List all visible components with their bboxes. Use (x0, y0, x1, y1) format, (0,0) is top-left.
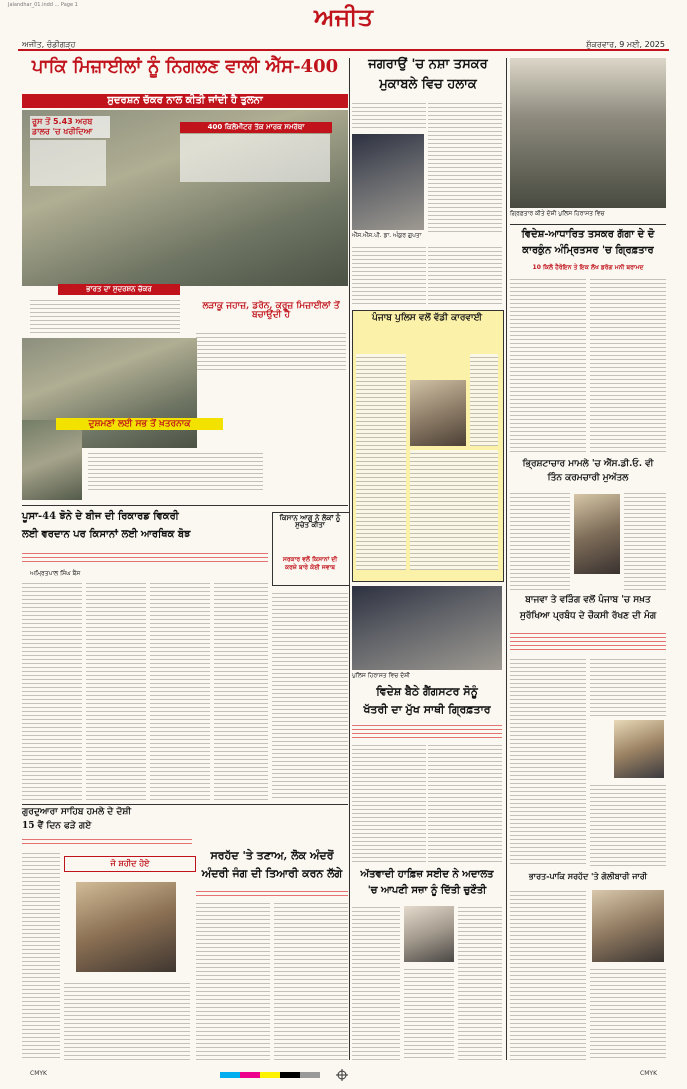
border-headline-2: ਅੰਦਰੀ ਜੰਗ ਦੀ ਤਿਆਰੀ ਕਰਨ ਲੱਗੇ (201, 867, 343, 880)
smuggler-text-1 (352, 100, 426, 130)
byline: ਅਮ੍ਰਿਤਪਾਲ ਸਿੰਘ ਬੈਂਸ (30, 570, 81, 577)
hafiz-text-3 (404, 966, 454, 1060)
seed-text-2 (86, 580, 146, 800)
arrest-subhead: 10 ਕਿਲੋ ਹੈਰੋਇਨ ਤੇ ਇਕ ਲੱਖ ਡਰੱਗ ਮਨੀ ਬਰਾਮਦ (532, 264, 644, 271)
woman-portrait-photo (410, 380, 466, 446)
gangster-text-1 (352, 742, 426, 862)
lead-headline: ਪਾਕਿ ਮਿਜ਼ਾਈਲਾਂ ਨੂੰ ਨਿਗਲਣ ਵਾਲੀ ਐੱਸ-400 (31, 56, 339, 77)
gurdwara-text-2 (64, 980, 190, 1060)
seed-text-1 (22, 580, 82, 800)
lead-subhead: ਸੁਦਰਸ਼ਨ ਚੱਕਰ ਨਾਲ ਕੀਤੀ ਜਾਂਦੀ ਹੈ ਤੁਲਨਾ (22, 94, 348, 108)
arrest-text-1 (510, 276, 586, 454)
border-text-1 (196, 900, 270, 1060)
seed-headline-2: ਲਈ ਵਰਦਾਨ ਪਰ ਕਿਸਾਨਾਂ ਲਈ ਆਰਥਿਕ ਬੋਝ (22, 529, 191, 540)
middle-box-text-3 (470, 354, 498, 446)
bajwa-text-3 (590, 782, 666, 866)
edition-label: ਅਜੀਤ, ਚੰਡੀਗੜ੍ਹ (22, 40, 76, 49)
officer-headline-1: ਭ੍ਰਿਸ਼ਟਾਚਾਰ ਮਾਮਲੇ 'ਚ ਐੱਸ.ਡੀ.ਓ. ਵੀ (522, 459, 654, 469)
lead-kicker-right: 400 ਕਿਲੋਮੀਟਰ ਤੱਕ ਮਾਰਕ ਸਮਰੱਥਾ (180, 122, 332, 133)
lead-column-2 (196, 330, 346, 370)
hafiz-text-1 (352, 904, 400, 1060)
gangster-text-2 (428, 742, 502, 862)
smuggler-text-3 (352, 244, 426, 304)
seed-subhead-lines (22, 550, 268, 564)
bajwa-text-1 (510, 656, 586, 866)
officer-text-1 (510, 490, 570, 590)
smuggler-text-2 (428, 100, 502, 232)
lead-column-1 (30, 297, 180, 335)
officer-text-2 (624, 490, 666, 590)
lead-sub-caption: ਭਾਰਤ ਦਾ ਸੁਦਰਸ਼ਨ ਚੱਕਰ (58, 284, 180, 295)
arrest-rule (510, 224, 666, 225)
border-headline-1: ਸਰਹੱਦ 'ਤੇ ਤਣਾਅ, ਲੋਕ ਅੰਦਰੋਂ (210, 849, 334, 862)
officer-headline-2: ਤਿੰਨ ਕਰਮਚਾਰੀ ਮੁਅੱਤਲ (547, 473, 629, 483)
hafiz-text-2 (458, 904, 502, 1060)
gangster-subhead-lines (352, 722, 502, 738)
gangster-group-photo (352, 586, 502, 670)
date-label: ਸ਼ੁੱਕਰਵਾਰ, 9 ਮਈ, 2025 (586, 40, 665, 49)
lead-side-kicker: ਲੜਾਕੂ ਜਹਾਜ਼, ਡਰੋਨ, ਕਰੂਜ਼ ਮਿਜ਼ਾਈਲਾਂ ਤੋਂ ਬਚਾਉਂਦੀ ਹੈ (202, 301, 340, 321)
footer-right-label: CMYK (640, 1070, 657, 1077)
footer-left-label: CMYK (30, 1070, 47, 1077)
middle-box-text-1 (356, 354, 406, 570)
arrest-headline-2: ਕਾਰਕੁੰਨ ਅੰਮ੍ਰਿਤਸਰ 'ਚ ਗ੍ਰਿਫ਼ਤਾਰ (522, 245, 654, 256)
middle-box-text-2 (410, 450, 498, 570)
masthead: ਅਜੀਤ (314, 2, 373, 31)
color-bar (220, 1072, 320, 1078)
seed-text-3 (150, 580, 210, 800)
farmers-subhead: ਸਰਕਾਰ ਵਲੋਂ ਕਿਸਾਨਾਂ ਦੀ ਕਰਜ਼ੇ ਬਾਰੇ ਕੋਈ ਜਵਾਬ (282, 556, 338, 571)
farmers-text (272, 590, 348, 800)
hafiz-portrait-photo (404, 906, 454, 962)
hafiz-headline-1: ਅੱਤਵਾਦੀ ਹਾਫ਼ਿਜ਼ ਸਈਦ ਨੇ ਅਦਾਲਤ (360, 869, 494, 880)
police-officer-photo (352, 134, 424, 230)
farmers-headline: ਕਿਸਾਨ ਆਗੂ ਨੇ ਲੋਕਾਂ ਨੂੰ ਸੁਚੇਤ ਕੀਤਾ (279, 513, 341, 530)
police-officer-caption: ਐੱਸ.ਐੱਸ.ਪੀ. ਡਾ. ਅੰਕੁਰ ਗੁਪਤਾ (352, 232, 422, 239)
arrest-text-2 (590, 276, 666, 454)
registration-mark-icon (336, 1066, 348, 1078)
lead-text-left (30, 140, 106, 186)
pakfire-text-1 (510, 888, 586, 1060)
border-subhead-lines (196, 888, 348, 896)
bajwa-subhead-lines (510, 630, 666, 650)
bajwa-portrait-photo (614, 720, 664, 778)
gurdwara-subhead-lines (22, 836, 192, 846)
gurdwara-text-1 (22, 850, 60, 1060)
gurdwara-headline-1: ਗੁਰਦੁਆਰਾ ਸਾਹਿਬ ਹਮਲੇ ਦੇ ਦੋਸ਼ੀ (22, 807, 132, 817)
pakfire-headline: ਭਾਰਤ-ਪਾਕਿ ਸਰਹੱਦ 'ਤੇ ਗੋਲੀਬਾਰੀ ਜਾਰੀ (528, 871, 648, 881)
arrested-group-caption: ਗ੍ਰਿਫ਼ਤਾਰ ਕੀਤੇ ਦੋਸ਼ੀ ਪੁਲਿਸ ਹਿਰਾਸਤ ਵਿਚ (510, 210, 605, 217)
lower-left-rule (22, 804, 348, 805)
pakfire-portrait-photo (592, 890, 664, 962)
official-portrait-photo (574, 494, 620, 574)
gurdwara-portrait-photo (76, 882, 176, 972)
column-rule-1 (349, 58, 350, 1060)
bajwa-headline-1: ਬਾਜਵਾ ਤੇ ਵੜਿੰਗ ਵਲੋਂ ਪੰਜਾਬ 'ਚ ਸਖ਼ਤ (525, 595, 651, 605)
column-rule-2 (506, 58, 507, 1060)
arrested-group-photo (510, 58, 666, 208)
smuggler-headline-2: ਮੁਕਾਬਲੇ ਵਿਚ ਹਲਾਕ (379, 77, 477, 92)
header-rule (18, 49, 669, 51)
seed-headline-1: ਪੂਸਾ-44 ਝੋਨੇ ਦੇ ਬੀਜ ਦੀ ਰਿਕਾਰਡ ਵਿਕਰੀ (22, 511, 179, 522)
lead-column-3 (88, 450, 263, 490)
hafiz-headline-2: 'ਚ ਆਪਣੀ ਸਜ਼ਾ ਨੂੰ ਦਿੱਤੀ ਚੁਣੌਤੀ (367, 885, 487, 896)
lead-box-rule (22, 505, 348, 506)
seed-text-4 (214, 580, 268, 800)
bajwa-headline-2: ਸੁਰੱਖਿਆ ਪ੍ਰਬੰਧ ਦੇ ਚੌਕਸੀ ਰੱਖਣ ਦੀ ਮੰਗ (519, 611, 657, 621)
smuggler-text-4 (428, 244, 502, 304)
lead-bottom-kicker: ਦੁਸ਼ਮਣਾਂ ਲਈ ਸਭ ਤੋਂ ਖ਼ਤਰਨਾਕ (56, 418, 223, 430)
gurdwara-pull-quote: ਜੋ ਸ਼ਹੀਦ ਹੋਏ (64, 856, 196, 872)
gangster-headline-2: ਖੱਤਰੀ ਦਾ ਮੁੱਖ ਸਾਥੀ ਗ੍ਰਿਫ਼ਤਾਰ (363, 703, 491, 716)
punjab-police-headline: ਪੰਜਾਬ ਪੁਲਿਸ ਵਲੋਂ ਵੱਡੀ ਕਾਰਵਾਈ (372, 313, 482, 323)
print-line: Jalandhar_01.indd ... Page 1 (8, 2, 78, 8)
gangster-group-caption: ਪੁਲਿਸ ਹਿਰਾਸਤ ਵਿਚ ਦੋਸ਼ੀ (352, 672, 410, 679)
gangster-headline-1: ਵਿਦੇਸ਼ ਬੈਠੇ ਗੈਂਗਸਟਰ ਸੋਨੂੰ (376, 685, 478, 698)
pakfire-text-2 (590, 966, 666, 1060)
lead-kicker-left: ਰੂਸ ਤੋਂ 5.43 ਅਰਬ ਡਾਲਰ 'ਚ ਖਰੀਦਿਆ (30, 116, 110, 138)
border-text-2 (274, 900, 348, 1060)
arrest-headline-1: ਵਿਦੇਸ਼-ਆਧਾਰਿਤ ਤਸਕਰ ਗੱਗਾ ਦੇ ਦੋ (521, 229, 655, 240)
lead-photo-convoy (22, 420, 82, 500)
gurdwara-headline-2: 15 ਵੈਂ ਦਿਨ ਫੜੇ ਗਏ (22, 821, 92, 831)
smuggler-headline-1: ਜਗਰਾਉਂ 'ਚ ਨਸ਼ਾ ਤਸਕਰ (368, 57, 488, 72)
bajwa-text-2 (590, 656, 666, 716)
lead-text-right (180, 134, 330, 182)
